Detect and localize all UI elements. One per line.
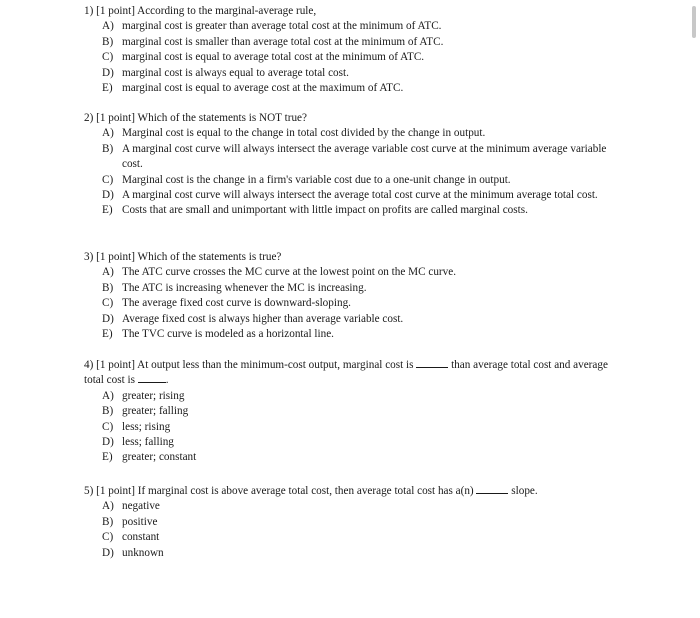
option-text: greater; constant (122, 451, 197, 464)
option-letter: B) (102, 405, 114, 418)
option-item (84, 81, 624, 96)
stem-part-2: than average total cost and average total cost is (84, 359, 608, 387)
option-item (84, 142, 624, 173)
option-text: Marginal cost is the change in a firm's variable cost due to a one-unit change in output. (122, 173, 511, 186)
option-letter: D) (102, 436, 114, 449)
option-letter: A) (102, 20, 114, 33)
option-letter: B) (102, 281, 114, 294)
option-item (84, 173, 624, 188)
option-letter: E) (102, 204, 113, 217)
option-text: greater; rising (122, 389, 185, 402)
option-item (84, 126, 624, 141)
option-item (84, 296, 624, 311)
option-text: A marginal cost curve will always intersect the average total cost curve at the minimum average total cost. (122, 189, 598, 202)
option-letter: D) (102, 189, 114, 202)
option-text: A marginal cost curve will always intersect the average variable cost curve at the minimum average variable cost. (122, 142, 607, 171)
scrollbar[interactable] (692, 6, 696, 38)
option-item (84, 327, 624, 342)
question-stem (84, 484, 624, 499)
option-letter: A) (102, 500, 114, 513)
option-item (84, 404, 624, 419)
option-text: less; rising (122, 420, 171, 433)
option-item (84, 265, 624, 280)
option-text: Marginal cost is equal to the change in total cost divided by the change in output. (122, 127, 486, 140)
option-list (84, 126, 624, 218)
option-item (84, 530, 624, 545)
option-letter: E) (102, 328, 113, 341)
option-item (84, 499, 624, 514)
option-item (84, 66, 624, 81)
question-stem (84, 358, 624, 389)
option-letter: D) (102, 546, 114, 559)
option-text: greater; falling (122, 405, 189, 418)
option-text: marginal cost is smaller than average total cost at the minimum of ATC. (122, 35, 444, 48)
question-4 (84, 358, 624, 466)
option-letter: E) (102, 451, 113, 464)
option-letter: C) (102, 531, 114, 544)
option-item (84, 203, 624, 218)
option-text: Average fixed cost is always higher than average variable cost. (122, 312, 404, 325)
option-item (84, 450, 624, 465)
question-1 (84, 4, 624, 96)
option-text: marginal cost is equal to average total cost at the minimum of ATC. (122, 51, 425, 64)
option-list (84, 265, 624, 342)
option-text: Costs that are small and unimportant with little impact on profits are called marginal costs. (122, 204, 528, 217)
option-item (84, 35, 624, 50)
option-text: The ATC curve crosses the MC curve at the lowest point on the MC curve. (122, 266, 456, 279)
option-item (84, 435, 624, 450)
question-3 (84, 250, 624, 342)
option-text: positive (122, 515, 158, 528)
option-item (84, 312, 624, 327)
option-text: marginal cost is equal to average cost at the maximum of ATC. (122, 82, 404, 95)
option-list (84, 499, 624, 561)
question-stem: 1) [1 point] According to the marginal-average rule, (84, 5, 317, 17)
option-item (84, 389, 624, 404)
answer-blank (476, 484, 508, 494)
option-list (84, 389, 624, 466)
option-letter: B) (102, 142, 114, 155)
answer-blank (416, 358, 448, 368)
option-item (84, 281, 624, 296)
option-letter: C) (102, 173, 114, 186)
option-text: marginal cost is always equal to average total cost. (122, 66, 349, 79)
option-item (84, 50, 624, 65)
stem-part-1: 5) [1 point] If marginal cost is above average total cost, then average total cost has a(n) (84, 485, 474, 497)
option-item (84, 188, 624, 203)
option-letter: A) (102, 389, 114, 402)
option-letter: C) (102, 420, 114, 433)
option-item (84, 546, 624, 561)
option-item (84, 420, 624, 435)
option-text: unknown (122, 546, 164, 559)
option-text: The TVC curve is modeled as a horizontal line. (122, 328, 334, 341)
option-text: constant (122, 531, 160, 544)
option-letter: A) (102, 266, 114, 279)
option-letter: E) (102, 82, 113, 95)
option-text: less; falling (122, 436, 174, 449)
question-5 (84, 484, 624, 561)
option-letter: D) (102, 66, 114, 79)
option-letter: D) (102, 312, 114, 325)
stem-part-2: slope. (511, 485, 538, 497)
option-text: The ATC is increasing whenever the MC is increasing. (122, 281, 367, 294)
stem-part-3: . (165, 374, 169, 387)
option-letter: B) (102, 35, 114, 48)
option-item (84, 515, 624, 530)
option-list (84, 19, 624, 96)
option-text: negative (122, 500, 160, 513)
answer-blank (138, 373, 166, 383)
stem-part-1: 4) [1 point] At output less than the minimum-cost output, marginal cost is (84, 359, 414, 371)
question-2 (84, 111, 624, 219)
option-text: The average fixed cost curve is downward-sloping. (122, 297, 351, 310)
option-text: marginal cost is greater than average total cost at the minimum of ATC. (122, 20, 442, 33)
option-letter: C) (102, 297, 114, 310)
option-item (84, 19, 624, 34)
question-stem: 2) [1 point] Which of the statements is NOT true? (84, 112, 307, 124)
option-letter: A) (102, 127, 114, 140)
question-stem: 3) [1 point] Which of the statements is true? (84, 251, 282, 263)
option-letter: B) (102, 515, 114, 528)
option-letter: C) (102, 51, 114, 64)
